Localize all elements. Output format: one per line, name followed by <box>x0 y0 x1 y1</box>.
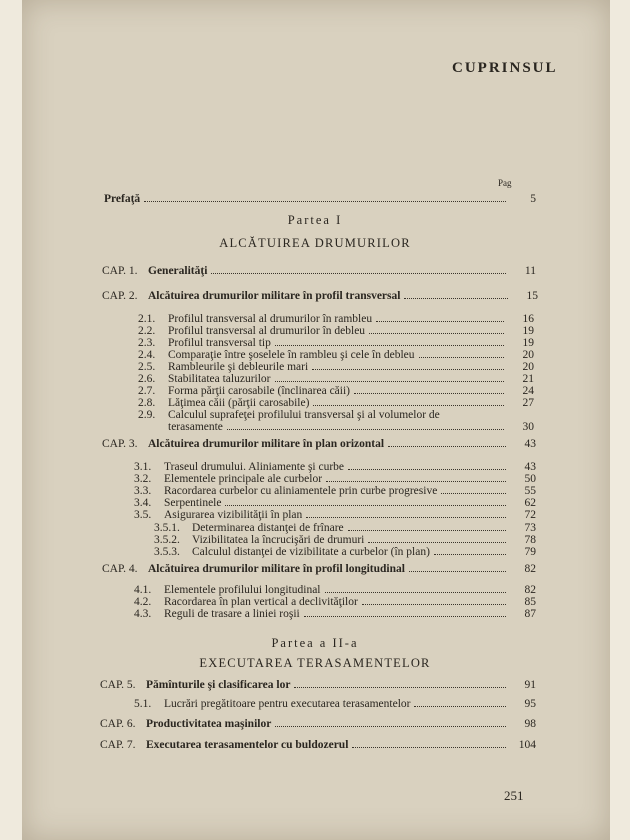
toc-section <box>138 313 534 325</box>
section-title: Asigurarea vizibilităţii în plan <box>164 509 303 521</box>
toc-page: 24 <box>522 385 534 397</box>
section-number: 2.2. <box>138 325 156 337</box>
chapter-label: CAP. 3. <box>102 438 138 450</box>
toc-page: 62 <box>524 497 536 509</box>
toc-page: 82 <box>524 584 536 596</box>
section-number: 4.2. <box>134 596 152 608</box>
section-title: Profilul transversal al drumurilor în rambleu <box>168 313 373 325</box>
toc-page: 85 <box>524 596 536 608</box>
section-number: 2.4. <box>138 349 156 361</box>
toc-section <box>138 385 534 397</box>
part-title: EXECUTAREA TERASAMENTELOR <box>199 656 431 670</box>
section-title: Comparaţie între şoselele în rambleu şi cele în debleu <box>168 349 415 361</box>
subsection-number: 3.5.3. <box>154 546 180 558</box>
toc-page: 20 <box>522 361 534 373</box>
toc-page: 11 <box>524 265 536 277</box>
section-number: 2.9. <box>138 409 156 421</box>
toc-leader <box>368 542 506 543</box>
toc-page: 43 <box>524 438 536 450</box>
part-label: Partea I <box>287 213 343 227</box>
toc-leader <box>275 726 506 727</box>
toc-page: 16 <box>522 313 534 325</box>
toc-page: 21 <box>522 373 534 385</box>
toc-leader <box>227 429 504 430</box>
toc-page: 87 <box>524 608 536 620</box>
toc-section <box>138 337 534 349</box>
toc-section-continued <box>168 421 534 433</box>
toc-section <box>134 608 536 620</box>
section-title: Forma părţii carosabile (înclinarea căii) <box>168 385 350 397</box>
toc-page: 72 <box>524 509 536 521</box>
toc-page: 43 <box>524 461 536 473</box>
toc-page: 27 <box>522 397 534 409</box>
toc-chapter <box>100 739 536 751</box>
toc-leader <box>354 393 504 394</box>
toc-page: 98 <box>524 718 536 730</box>
toc-page: 19 <box>522 325 534 337</box>
toc-section <box>134 497 536 509</box>
chapter-title: Executarea terasamentelor cu buldozerul <box>146 739 349 751</box>
toc-leader <box>348 530 506 531</box>
section-number: 2.6. <box>138 373 156 385</box>
toc-section <box>134 461 536 473</box>
chapter-title: Alcătuirea drumurilor militare în profil longitudinal <box>148 563 405 575</box>
section-title: Lucrări pregătitoare pentru executarea terasamentelor <box>164 698 411 710</box>
toc-leader <box>326 481 506 482</box>
toc-page: 30 <box>522 421 534 433</box>
section-title: Profilul transversal al drumurilor în debleu <box>168 325 366 337</box>
section-number: 2.3. <box>138 337 156 349</box>
chapter-label: CAP. 6. <box>100 718 136 730</box>
section-title: Racordarea în plan vertical a declivităţilor <box>164 596 358 608</box>
toc-leader <box>409 571 506 572</box>
section-title: Racordarea curbelor cu aliniamentele prin curbe progresive <box>164 485 438 497</box>
toc-page: 104 <box>518 739 536 751</box>
toc-page: 79 <box>524 546 536 558</box>
toc-page: 5 <box>530 193 536 205</box>
part-label: Partea a II-a <box>271 636 359 650</box>
toc-section <box>134 485 536 497</box>
toc-section <box>138 397 534 409</box>
toc-subsection <box>154 534 536 546</box>
part-title: ALCĂTUIREA DRUMURILOR <box>219 236 411 250</box>
section-title: Stabilitatea taluzurilor <box>168 373 271 385</box>
toc-leader <box>348 469 506 470</box>
toc-leader <box>352 747 506 748</box>
toc-leader <box>362 604 506 605</box>
toc-leader <box>441 493 506 494</box>
section-title: Lăţimea căii (părţii carosabile) <box>168 397 310 409</box>
section-title: Serpentinele <box>164 497 222 509</box>
toc-page: 95 <box>524 698 536 710</box>
toc-leader <box>275 381 504 382</box>
toc-page: 15 <box>526 290 538 302</box>
section-number: 3.2. <box>134 473 152 485</box>
page-title: CUPRINSUL <box>452 60 558 76</box>
page-column-header: Pag <box>498 178 512 188</box>
toc-leader <box>369 333 504 334</box>
subsection-title: Calculul distanţei de vizibilitate a curbelor (în plan) <box>192 546 430 558</box>
toc-section <box>134 596 536 608</box>
section-number: 2.1. <box>138 313 156 325</box>
toc-entry-preface <box>104 193 536 205</box>
toc-page: 50 <box>524 473 536 485</box>
chapter-label: CAP. 1. <box>102 265 138 277</box>
chapter-label: CAP. 5. <box>100 679 136 691</box>
toc-leader <box>275 345 504 346</box>
chapter-title: Pămînturile şi clasificarea lor <box>146 679 291 691</box>
toc-section <box>134 584 536 596</box>
toc-section <box>138 373 534 385</box>
section-title: Rambleurile şi debleurile mari <box>168 361 309 373</box>
toc-chapter <box>100 718 536 730</box>
section-number: 3.4. <box>134 497 152 509</box>
section-number: 3.3. <box>134 485 152 497</box>
toc-chapter <box>102 438 536 450</box>
chapter-title: Alcătuirea drumurilor militare în profil transversal <box>148 290 401 302</box>
toc-entry-title: Prefaţă <box>104 193 141 205</box>
toc-section <box>138 409 538 421</box>
subsection-title: Vizibilitatea la încrucişări de drumuri <box>192 534 365 546</box>
toc-subsection <box>154 546 536 558</box>
toc-section <box>138 349 534 361</box>
toc-leader <box>414 706 506 707</box>
section-title: Calculul suprafeţei profilului transversal şi al volumelor de <box>168 409 440 421</box>
chapter-title: Generalităţi <box>148 265 208 277</box>
toc-subsection <box>154 522 536 534</box>
toc-section <box>134 473 536 485</box>
toc-leader <box>434 554 506 555</box>
toc-leader <box>376 321 504 322</box>
subsection-title: Determinarea distanţei de frînare <box>192 522 344 534</box>
chapter-title: Alcătuirea drumurilor militare în plan orizontal <box>148 438 385 450</box>
section-number: 4.3. <box>134 608 152 620</box>
section-title: Traseul drumului. Aliniamente şi curbe <box>164 461 345 473</box>
subsection-number: 3.5.2. <box>154 534 180 546</box>
toc-leader <box>306 517 506 518</box>
section-number: 5.1. <box>134 698 152 710</box>
section-title: Reguli de trasare a liniei roşii <box>164 608 300 620</box>
toc-leader <box>325 592 507 593</box>
section-title: Profilul transversal tip <box>168 337 271 349</box>
toc-chapter <box>100 679 536 691</box>
toc-page: 73 <box>524 522 536 534</box>
section-number: 2.8. <box>138 397 156 409</box>
toc-leader <box>304 616 506 617</box>
toc-leader <box>404 298 508 299</box>
chapter-title: Productivitatea maşinilor <box>146 718 272 730</box>
section-number: 3.1. <box>134 461 152 473</box>
toc-page: 82 <box>524 563 536 575</box>
toc-section <box>134 509 536 521</box>
toc-leader <box>419 357 504 358</box>
toc-section <box>138 361 534 373</box>
section-number: 3.5. <box>134 509 152 521</box>
page-number: 251 <box>504 788 524 803</box>
toc-leader <box>313 405 504 406</box>
toc-leader <box>211 273 506 274</box>
toc-leader <box>225 505 506 506</box>
toc-chapter <box>102 290 538 302</box>
toc-leader <box>388 446 506 447</box>
toc-chapter <box>102 265 536 277</box>
toc-leader <box>312 369 504 370</box>
section-number: 2.7. <box>138 385 156 397</box>
section-number: 2.5. <box>138 361 156 373</box>
section-number: 4.1. <box>134 584 152 596</box>
toc-leader <box>294 687 506 688</box>
toc-page: 19 <box>522 337 534 349</box>
toc-page: 55 <box>524 485 536 497</box>
toc-page: 20 <box>522 349 534 361</box>
toc-chapter <box>102 563 536 575</box>
section-title-continued: terasamente <box>168 421 223 433</box>
toc-section <box>138 325 534 337</box>
toc-leader <box>144 201 506 202</box>
section-title: Elementele profilului longitudinal <box>164 584 321 596</box>
section-title: Elementele principale ale curbelor <box>164 473 323 485</box>
chapter-label: CAP. 2. <box>102 290 138 302</box>
toc-page: 91 <box>524 679 536 691</box>
toc-section <box>134 698 536 710</box>
subsection-number: 3.5.1. <box>154 522 180 534</box>
toc-page: 78 <box>524 534 536 546</box>
chapter-label: CAP. 7. <box>100 739 136 751</box>
chapter-label: CAP. 4. <box>102 563 138 575</box>
